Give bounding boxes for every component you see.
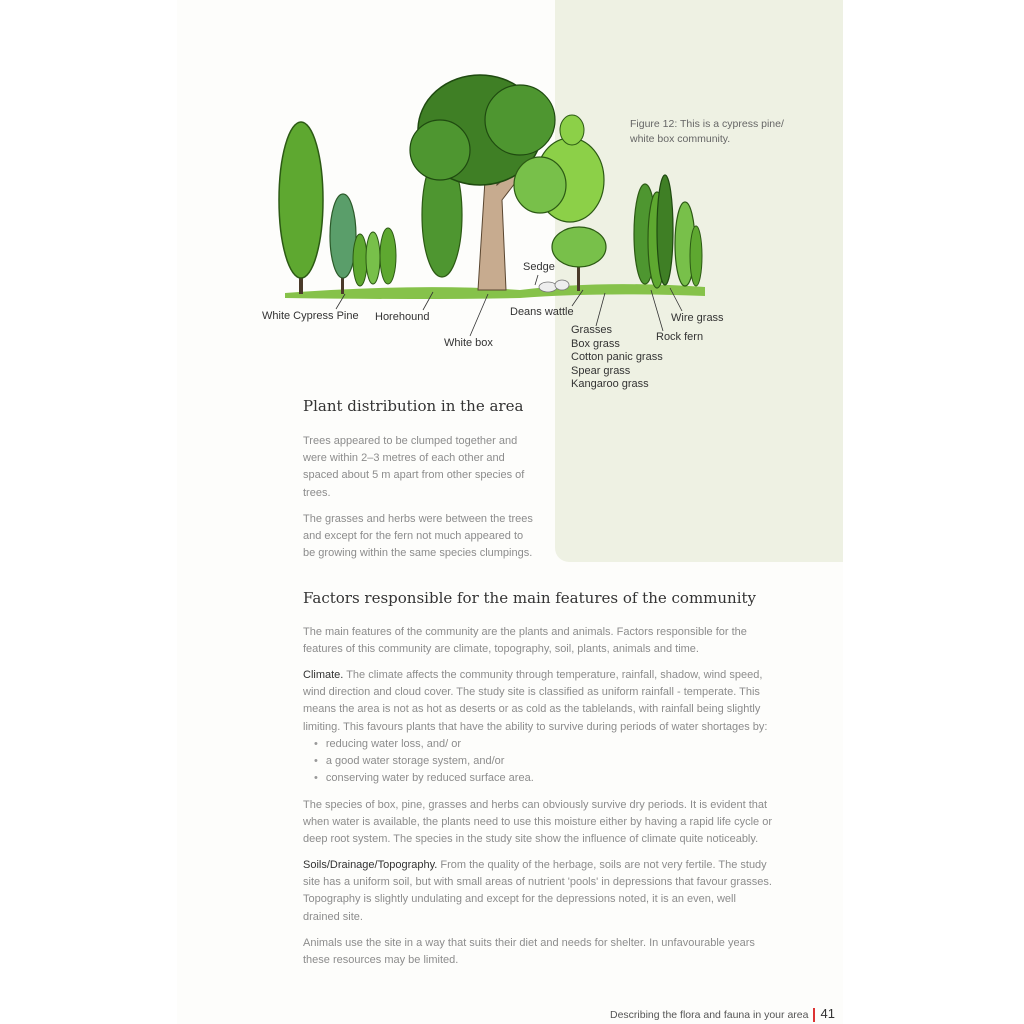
paragraph: The species of box, pine, grasses and herbs can obviously survive dry periods. It is evident that when water is available, the plants need to use this moisture either by having a rapid life cycle or deep root system. The species in the study site show the influence of climate quite noticeably. bbox=[303, 799, 772, 846]
label-grasses-list bbox=[571, 324, 663, 392]
soils-text: From the quality of the herbage, soils are not very fertile. The study site has a uniform soil, but with small areas of nutrient 'pools' in depressions that favour grasses. Topography is slightly undulating and except for the depressions noted, it is an even, well drained site. bbox=[303, 859, 772, 923]
label-rock-fern: Rock fern bbox=[656, 331, 704, 343]
bullet-list bbox=[314, 736, 534, 788]
footer-divider bbox=[813, 1008, 815, 1022]
grass-label: Kangaroo grass bbox=[571, 378, 649, 390]
grass-label: Spear grass bbox=[571, 364, 631, 377]
label-wire-grass: Wire grass bbox=[671, 312, 724, 324]
grass-label: Grasses bbox=[571, 324, 612, 336]
list-item: • conserving water by reduced surface area. bbox=[314, 770, 534, 787]
figure-caption: Figure 12: This is a cypress pine/ white box community. bbox=[630, 118, 784, 145]
list-item: • reducing water loss, and/ or bbox=[314, 736, 534, 753]
climate-text: The climate affects the community through temperature, rainfall, shadow, wind speed, wind direction and cloud cover. The study site is classified as uniform rainfall - temperate. This means the area is not as hot as deserts or as cold as the tablelands, with rainfall being slightly limiting. This favours plants that have the ability to survive during periods of water shortages by: bbox=[303, 669, 768, 733]
page-number: 41 bbox=[820, 1006, 835, 1021]
footer-title: Describing the flora and fauna in your area bbox=[610, 1009, 809, 1021]
term-climate: Climate. bbox=[303, 669, 344, 681]
label-horehound: Horehound bbox=[375, 311, 430, 323]
label-sedge: Sedge bbox=[523, 261, 555, 273]
label-white-cypress-pine: White Cypress Pine bbox=[262, 310, 359, 322]
label-deans-wattle: Deans wattle bbox=[510, 306, 574, 318]
paragraph-soils bbox=[303, 857, 773, 926]
paragraph: Animals use the site in a way that suits their diet and needs for shelter. In unfavourable years these resources may be limited. bbox=[303, 937, 755, 967]
label-white-box: White box bbox=[444, 337, 493, 349]
section-heading-plant-distribution: Plant distribution in the area bbox=[303, 397, 524, 415]
grass-label: Box grass bbox=[571, 337, 620, 350]
page-footer bbox=[610, 1006, 835, 1022]
section-heading-factors: Factors responsible for the main features of the community bbox=[303, 589, 757, 607]
term-soils: Soils/Drainage/Topography. bbox=[303, 859, 438, 871]
grass-label: Cotton panic grass bbox=[571, 351, 663, 363]
paragraph: Trees appeared to be clumped together and were within 2–3 metres of each other and spaced about 5 m apart from other species of trees. bbox=[303, 435, 525, 499]
paragraph-climate bbox=[303, 667, 773, 736]
list-item: • a good water storage system, and/or bbox=[314, 753, 534, 770]
paragraph: The grasses and herbs were between the trees and except for the fern not much appeared to be growing within the same species clumpings. bbox=[303, 513, 533, 560]
paragraph: The main features of the community are the plants and animals. Factors responsible for the features of this community are climate, topography, soil, plants, animals and time. bbox=[303, 626, 747, 656]
